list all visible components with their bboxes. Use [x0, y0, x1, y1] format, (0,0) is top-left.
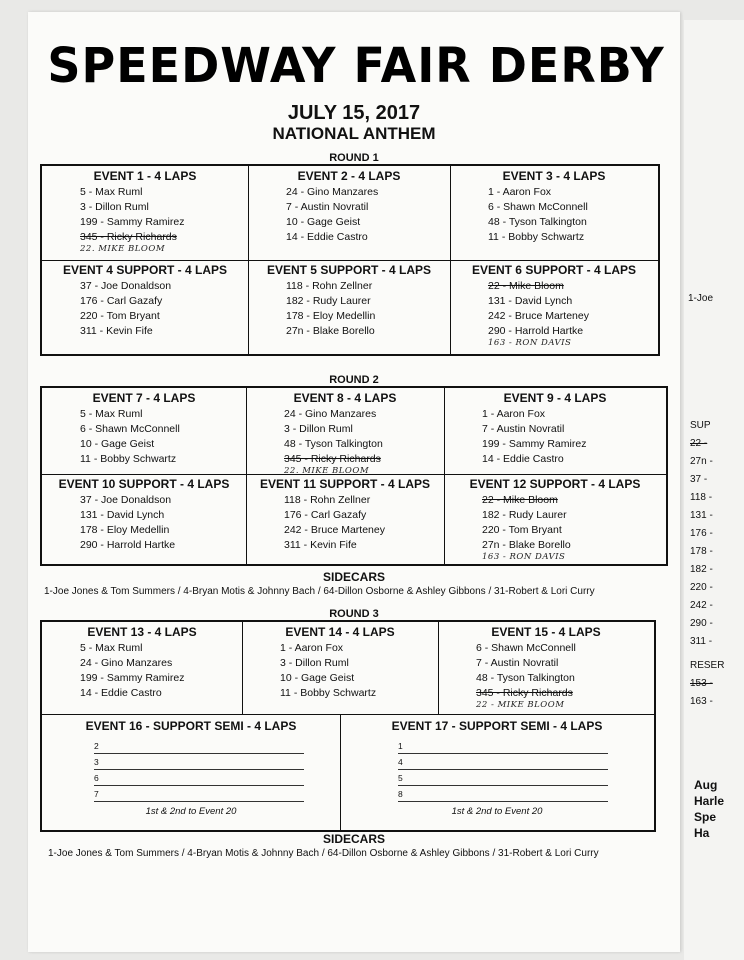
adjacent-text-fragment: Aug: [694, 778, 718, 792]
entry: 14 - Eddie Castro: [80, 687, 162, 699]
entry: 345 - Ricky Richards: [476, 687, 573, 699]
entry: 5 - Max Ruml: [80, 642, 143, 654]
entry: 3 - Dillon Ruml: [280, 657, 349, 669]
adjacent-text-fragment: 22 -: [690, 438, 708, 449]
entry: 345 - Ricky Richards: [80, 231, 177, 243]
entry: 199 - Sammy Ramirez: [80, 672, 185, 684]
entry-list: [246, 407, 444, 476]
adjacent-text-fragment: RESER: [690, 660, 725, 671]
adjacent-text-fragment: 182 -: [690, 564, 713, 575]
entry-list: [246, 493, 444, 553]
entry: 118 - Rohn Zellner: [286, 280, 373, 292]
handwritten-substitute: 22. MIKE BLOOM: [284, 466, 370, 476]
event-title: EVENT 7 - 4 LAPS: [92, 391, 196, 405]
adjacent-text-fragment: 176 -: [690, 528, 713, 539]
entry: 182 - Rudy Laurer: [482, 509, 567, 521]
entry-list: [450, 185, 658, 245]
entry: 27n - Blake Borello: [482, 539, 571, 551]
semi-footer: 1st & 2nd to Event 20: [451, 806, 543, 817]
event-cell: [444, 388, 666, 474]
entry-list: [438, 641, 654, 710]
entry: 3 - Dillon Ruml: [284, 423, 353, 435]
event-cell: [42, 388, 246, 474]
semi-title: EVENT 17 - SUPPORT SEMI - 4 LAPS: [391, 719, 603, 733]
entry: 11 - Bobby Schwartz: [488, 231, 585, 243]
event-cell: [42, 166, 248, 260]
round-1-label: ROUND 1: [329, 152, 379, 164]
semi-entry-line: 1: [398, 739, 608, 754]
semi-entry-line: 8: [398, 787, 608, 802]
adjacent-text-fragment: 311 -: [690, 636, 713, 647]
semi-entry-line: 3: [94, 755, 304, 770]
entry-list: [248, 185, 450, 245]
entry: 7 - Austin Novratil: [482, 423, 565, 435]
entry: 24 - Gino Manzares: [286, 186, 379, 198]
event-title: EVENT 6 SUPPORT - 4 LAPS: [471, 263, 637, 277]
entry: 24 - Gino Manzares: [284, 408, 377, 420]
adjacent-text-fragment: 37 -: [690, 474, 708, 485]
round-1-grid: [40, 164, 660, 356]
entry: 10 - Gage Geist: [280, 672, 355, 684]
entry-list: [42, 407, 246, 467]
event-cell: [246, 474, 444, 560]
entry: 131 - David Lynch: [80, 509, 165, 521]
entry: 11 - Bobby Schwartz: [80, 453, 177, 465]
handwritten-substitute: 22. MIKE BLOOM: [80, 244, 166, 254]
entry: 5 - Max Ruml: [80, 186, 143, 198]
entry: 220 - Tom Bryant: [80, 310, 160, 322]
event-cell: [246, 388, 444, 474]
anthem-label: NATIONAL ANTHEM: [272, 124, 436, 143]
event-title: EVENT 5 SUPPORT - 4 LAPS: [266, 263, 432, 277]
page-title: SPEEDWAY FAIR DERBY: [47, 36, 665, 94]
semi-entry-line: 2: [94, 739, 304, 754]
semi-footer: 1st & 2nd to Event 20: [145, 806, 237, 817]
adjacent-text-fragment: 163 -: [690, 696, 713, 707]
event-cell: [242, 622, 438, 714]
entry: 176 - Carl Gazafy: [80, 295, 163, 307]
event-title: EVENT 2 - 4 LAPS: [297, 169, 401, 183]
event-cell: [42, 260, 248, 354]
entry: 10 - Gage Geist: [80, 438, 155, 450]
semi-entry-line: 7: [94, 787, 304, 802]
entry: 1 - Aaron Fox: [482, 408, 546, 420]
adjacent-text-fragment: 27n -: [690, 456, 713, 467]
entry-list: [42, 493, 246, 553]
entry: 220 - Tom Bryant: [482, 524, 562, 536]
semi-cell: [42, 716, 340, 832]
entry: 48 - Tyson Talkington: [488, 216, 587, 228]
adjacent-text-fragment: 131 -: [690, 510, 713, 521]
entry: 24 - Gino Manzares: [80, 657, 173, 669]
entry: 199 - Sammy Ramirez: [80, 216, 185, 228]
event-cell: [450, 260, 658, 354]
sidecars-1-list: 1-Joe Jones & Tom Summers / 4-Bryan Motis & Johnny Bach / 64-Dillon Osborne & Ashley Gibbons / 31-Robert & Lori Curry: [44, 586, 595, 597]
event-title: EVENT 10 SUPPORT - 4 LAPS: [58, 477, 230, 491]
sidecars-2-list: 1-Joe Jones & Tom Summers / 4-Bryan Motis & Johnny Bach / 64-Dillon Osborne & Ashley Gibbons / 31-Robert & Lori Curry: [48, 848, 599, 859]
entry: 37 - Joe Donaldson: [80, 494, 172, 506]
entry-list: [42, 279, 248, 339]
entry-list: [444, 493, 666, 562]
entry: 5 - Max Ruml: [80, 408, 143, 420]
event-title: EVENT 13 - 4 LAPS: [87, 625, 197, 639]
entry-list: [248, 279, 450, 339]
event-title: EVENT 8 - 4 LAPS: [293, 391, 397, 405]
entry: 1 - Aaron Fox: [280, 642, 344, 654]
entry: 14 - Eddie Castro: [286, 231, 368, 243]
event-date: JULY 15, 2017: [287, 102, 421, 124]
column-divider: [438, 622, 439, 714]
round-3-label: ROUND 3: [329, 608, 379, 620]
event-title: EVENT 1 - 4 LAPS: [93, 169, 197, 183]
entry: 311 - Kevin Fife: [284, 539, 357, 551]
entry: 290 - Harrold Hartke: [80, 539, 176, 551]
entry-list: [42, 641, 242, 701]
round-2-grid: [40, 386, 668, 566]
event-cell: [450, 166, 658, 260]
entry: 345 - Ricky Richards: [284, 453, 381, 465]
entry: 199 - Sammy Ramirez: [482, 438, 587, 450]
entry: 131 - David Lynch: [488, 295, 573, 307]
semi-entry-line: 4: [398, 755, 608, 770]
column-divider: [246, 388, 247, 564]
row-divider: [42, 260, 658, 261]
entry: 242 - Bruce Marteney: [488, 310, 589, 322]
sidecars-2-title: SIDECARS: [322, 832, 385, 846]
entry: 27n - Blake Borello: [286, 325, 375, 337]
adjacent-text-fragment: SUP: [690, 420, 711, 431]
event-cell: [444, 474, 666, 560]
adjacent-text-fragment: Spe: [694, 810, 717, 824]
column-divider: [242, 622, 243, 714]
entry-list: [242, 641, 438, 701]
entry: 290 - Harrold Hartke: [488, 325, 584, 337]
event-cell: [42, 474, 246, 560]
entry: 311 - Kevin Fife: [80, 325, 153, 337]
adjacent-text-fragment: Harle: [694, 794, 725, 808]
semi-title: EVENT 16 - SUPPORT SEMI - 4 LAPS: [85, 719, 297, 733]
semi-entry-line: 6: [94, 771, 304, 786]
entry: 48 - Tyson Talkington: [284, 438, 383, 450]
entry: 11 - Bobby Schwartz: [280, 687, 377, 699]
round-3-grid: [40, 620, 656, 832]
entry: 37 - Joe Donaldson: [80, 280, 172, 292]
adjacent-text-fragment: 220 -: [690, 582, 713, 593]
adjacent-text-fragment: 1-Joe: [688, 293, 714, 304]
event-title: EVENT 14 - 4 LAPS: [285, 625, 395, 639]
event-title: EVENT 9 - 4 LAPS: [503, 391, 607, 405]
entry: 22 - Mike Bloom: [488, 280, 564, 292]
entry: 182 - Rudy Laurer: [286, 295, 371, 307]
entry-list: [42, 185, 248, 254]
row-divider: [42, 474, 666, 475]
column-divider: [444, 388, 445, 564]
handwritten-substitute: 163 - RON DAVIS: [482, 552, 566, 562]
event-title: EVENT 3 - 4 LAPS: [502, 169, 606, 183]
entry-list: [444, 407, 666, 467]
event-title: EVENT 12 SUPPORT - 4 LAPS: [469, 477, 641, 491]
adjacent-text-fragment: Ha: [694, 826, 710, 840]
entry: 7 - Austin Novratil: [476, 657, 559, 669]
entry: 3 - Dillon Ruml: [80, 201, 149, 213]
event-cell: [438, 622, 654, 714]
adjacent-text-fragment: 153 -: [690, 678, 713, 689]
sidecars-1-title: SIDECARS: [322, 570, 385, 584]
entry: 176 - Carl Gazafy: [284, 509, 367, 521]
event-title: EVENT 15 - 4 LAPS: [491, 625, 601, 639]
handwritten-substitute: 22 - MIKE BLOOM: [476, 700, 565, 710]
semi-cell: [340, 716, 654, 832]
entry: 6 - Shawn McConnell: [80, 423, 180, 435]
entry: 178 - Eloy Medellin: [286, 310, 376, 322]
entry: 6 - Shawn McConnell: [488, 201, 588, 213]
row-divider: [42, 714, 654, 715]
entry: 178 - Eloy Medellin: [80, 524, 170, 536]
semi-entry-line: 5: [398, 771, 608, 786]
round-2-label: ROUND 2: [329, 374, 379, 386]
race-sheet: [28, 12, 680, 952]
event-cell: [248, 166, 450, 260]
adjacent-text-fragment: 290 -: [690, 618, 713, 629]
entry: 242 - Bruce Marteney: [284, 524, 385, 536]
adjacent-text-fragment: 118 -: [690, 492, 713, 503]
entry: 118 - Rohn Zellner: [284, 494, 371, 506]
handwritten-substitute: 163 - RON DAVIS: [488, 338, 572, 348]
entry: 48 - Tyson Talkington: [476, 672, 575, 684]
entry: 22 - Mike Bloom: [482, 494, 558, 506]
event-title: EVENT 4 SUPPORT - 4 LAPS: [62, 263, 228, 277]
entry: 10 - Gage Geist: [286, 216, 361, 228]
adjacent-text-fragment: 178 -: [690, 546, 713, 557]
event-cell: [42, 622, 242, 714]
adjacent-text-fragment: 242 -: [690, 600, 713, 611]
entry: 14 - Eddie Castro: [482, 453, 564, 465]
entry: 1 - Aaron Fox: [488, 186, 552, 198]
event-cell: [248, 260, 450, 354]
entry-list: [450, 279, 658, 348]
event-title: EVENT 11 SUPPORT - 4 LAPS: [259, 477, 431, 491]
entry: 7 - Austin Novratil: [286, 201, 369, 213]
entry: 6 - Shawn McConnell: [476, 642, 576, 654]
